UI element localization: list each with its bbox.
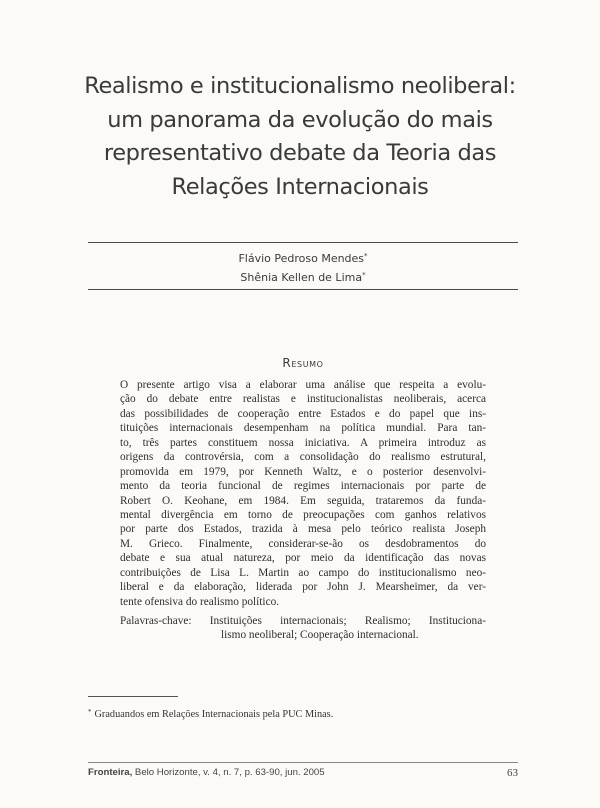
title-line: um panorama da evolução do mais	[107, 106, 493, 133]
footnote	[88, 708, 528, 720]
footer-divider	[88, 762, 518, 763]
footnote-divider	[88, 696, 178, 697]
author-name: Shênia Kellen de Lima	[240, 271, 363, 284]
abstract-line: por parte dos Estados, trazida à mesa pelo teórico realista Joseph	[120, 523, 486, 536]
abstract-line: debate e sua atual natureza, por meio da identificação das novas	[120, 552, 486, 565]
abstract-line: promovida em 1979, por Kenneth Waltz, e o posterior desenvolvi-	[120, 465, 486, 478]
author	[88, 248, 518, 267]
journal-name: Fronteira,	[88, 767, 133, 778]
abstract-line: O presente artigo visa a elaborar uma análise que respeita a evolu-	[120, 379, 486, 391]
author-name: Flávio Pedroso Mendes	[238, 252, 365, 265]
abstract-line: liberal e da elaboração, liderada por John J. Mearsheimer, da ver-	[120, 581, 486, 594]
authors-top-divider	[88, 242, 518, 243]
abstract-line: to, três partes constituem nossa iniciativa. A primeira introduz as	[120, 436, 486, 449]
abstract-line: origens da controvérsia, com a consolidação do realismo estrutural,	[120, 451, 486, 464]
title-line: representativo debate da Teoria das	[103, 140, 497, 166]
abstract-line: mental divergência em torno de preocupações com ganhos relativos	[120, 508, 486, 521]
abstract-line: ção do debate entre realistas e institucionalistas neoliberais, acerca	[120, 393, 486, 406]
keywords-line: Palavras-chave: Instituições internacionais; Realismo; Instituciona-	[120, 615, 486, 627]
abstract-line: das possibilidades de cooperação entre Estados e do papel que ins-	[120, 407, 486, 420]
footnote-marker: *	[88, 708, 92, 716]
running-footer	[88, 767, 518, 778]
page-number: 63	[507, 767, 518, 779]
keywords	[120, 614, 486, 643]
citation-info: Belo Horizonte, v. 4, n. 7, p. 63-90, jun. 2005	[134, 767, 325, 778]
abstract-heading: Resumo	[282, 356, 324, 370]
article-title	[60, 70, 540, 204]
abstract-line: Robert O. Keohane, em 1984. Em seguida, trataremos da funda-	[120, 494, 486, 507]
abstract-body	[120, 378, 486, 609]
abstract-line: mento da teoria funcional de regimes internacionais por parte de	[120, 480, 486, 493]
authors-bottom-divider	[88, 289, 518, 290]
title-line: Realismo e institucionalismo neoliberal:	[84, 73, 516, 99]
abstract-line: contribuições de Lisa L. Martin ao campo do institucionalismo neo-	[120, 566, 486, 579]
abstract-line: tituições internacionais desempenham na política mundial. Para tan-	[120, 422, 486, 435]
author-footnote-marker: *	[364, 252, 368, 260]
author-list	[88, 248, 518, 286]
abstract-line: tente ofensiva do realismo político.	[120, 595, 280, 608]
keywords-line: lismo neoliberal; Cooperação internacional.	[221, 629, 419, 642]
title-line: Relações Internacionais	[171, 173, 429, 200]
author	[88, 267, 518, 286]
author-footnote-marker: *	[362, 271, 366, 279]
footnote-text: Graduandos em Relações Internacionais pela PUC Minas.	[94, 709, 334, 720]
abstract-line: M. Grieco. Finalmente, considerar-se-ão os desdobramentos do	[120, 537, 486, 550]
